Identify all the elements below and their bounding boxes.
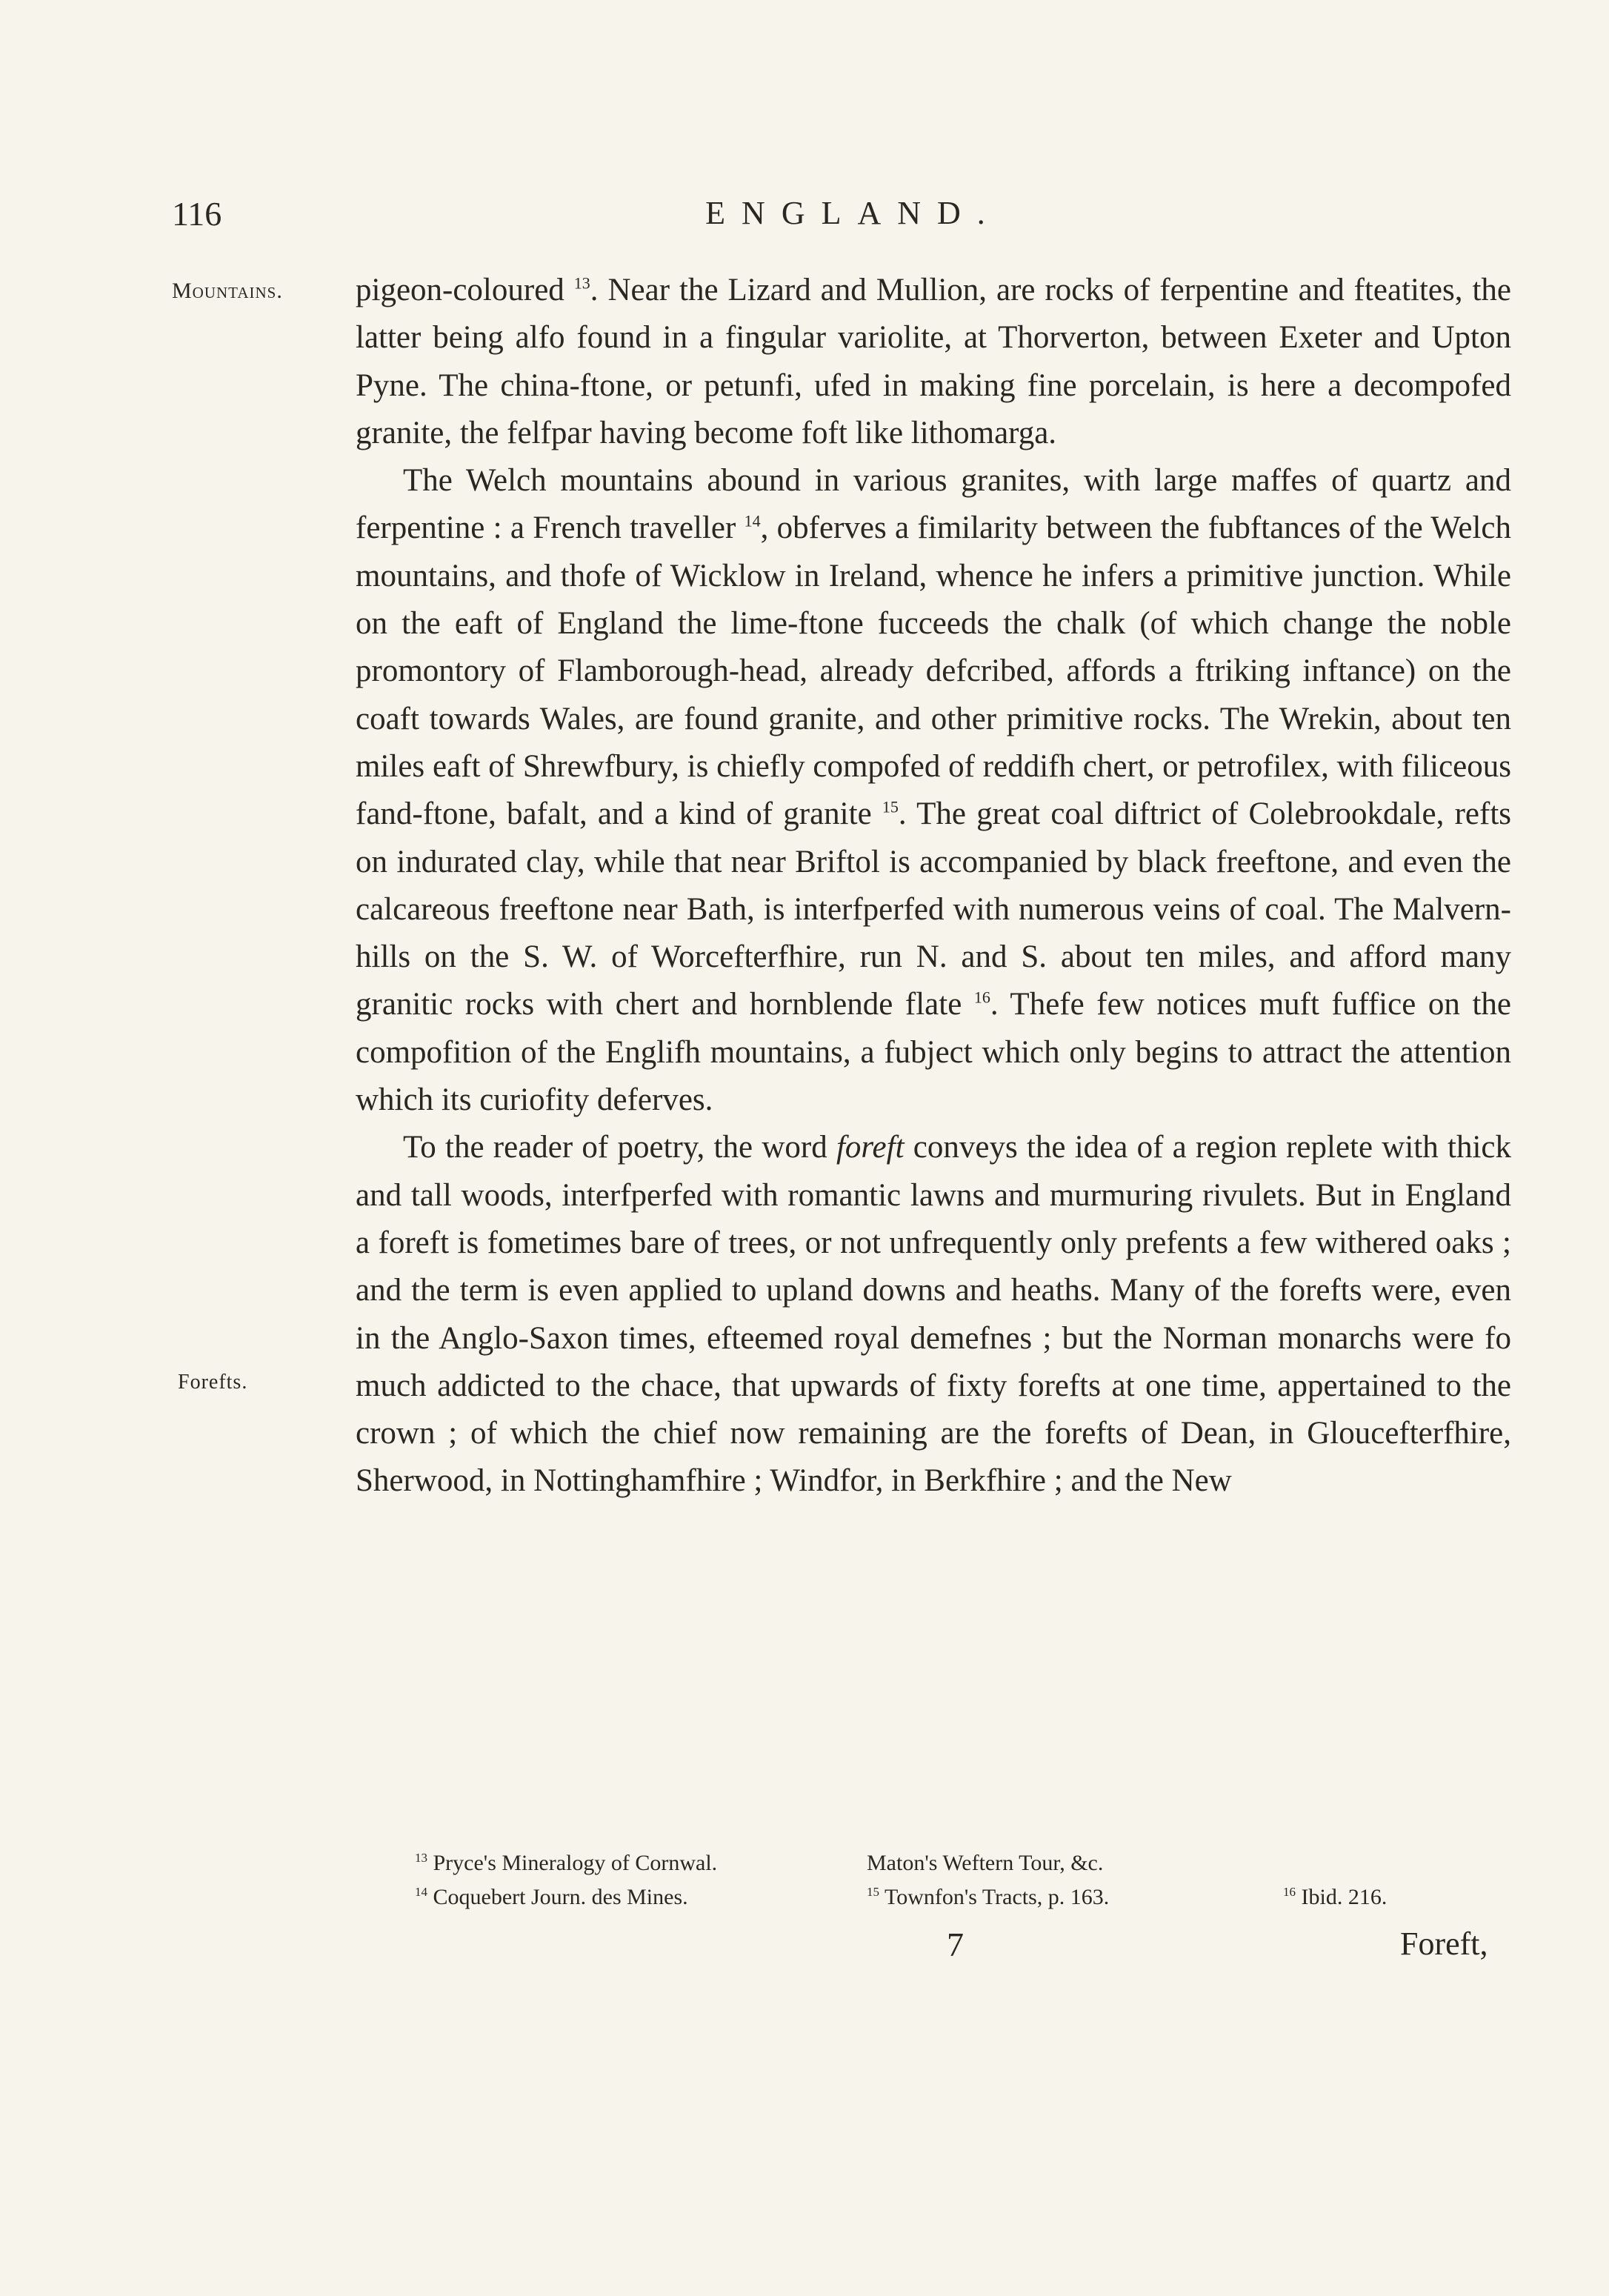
signature-mark: 7 xyxy=(947,1926,964,1963)
footnote-16: $^{16}$ Ibid. 216. xyxy=(1283,1885,1388,1909)
footnote-row-1 xyxy=(415,1846,1496,1880)
page-number: 116 xyxy=(172,195,222,233)
paragraph-welch-mountains: The Welch mountains abound in various granites, with large maffes of quartz and ferpentine : a French traveller $^{14}$, obferves a fimilarity between the fubftances of the Welch mountains, and thofe of Wicklow in Ireland, whence he infers a primitive junction. While on the eaft of England the lime-ftone fucceeds the chalk (of which change the noble promontory of Flamborough-head, already defcribed, affords a ftriking inftance) on the coaft towards Wales, are found granite, and other primitive rocks. The Wrekin, about ten miles eaft of Shrewfbury, is chiefly compofed of reddifh chert, or petrofilex, with filiceous fand-ftone, bafalt, and a kind of granite $^{15}$. The great coal diftrict of Colebrookdale, refts on indurated clay, while that near Briftol is accompanied by black freeftone, and even the calcareous freeftone near Bath, is interfperfed with numerous veins of coal. The Malvern-hills on the S. W. of Worcefterfhire, run N. and S. about ten miles, and afford many granitic rocks with chert and hornblende flate $^{16}$. Thefe few notices muft fuffice on the compofition of the Englifh mountains, a fubject which only begins to attract the attention which its curiofity deferves. xyxy=(356,463,1512,1118)
paragraph-continuation: pigeon-coloured $^{13}$. Near the Lizard and Mullion, are rocks of ferpentine and fteatites, the latter being alfo found in a fingular variolite, at Thorverton, between Exeter and Upton Pyne. The china-ftone, or petunfi, ufed in making fine porcelain, is here a decompofed granite, the felfpar having become foft like lithomarga. xyxy=(356,273,1512,450)
catchword: Foreft, xyxy=(1400,1926,1488,1962)
footnote-row-2 xyxy=(415,1880,1496,1914)
footnote-14: $^{14}$ Coquebert Journ. des Mines. xyxy=(415,1885,688,1909)
paragraph-forests: To the reader of poetry, the word foreft conveys the idea of a region replete with thick and tall woods, interfperfed with romantic lawns and murmuring rivulets. But in England a foreft is fometimes bare of trees, or not unfrequently only prefents a few withered oaks ; and the term is even applied to upland downs and heaths. Many of the forefts were, even in the Anglo-Saxon times, efteemed royal demefnes ; but the Norman monarchs were fo much addicted to the chace, that upwards of fixty forefts at one time, appertained to the crown ; of which the chief now remaining are the forefts of Dean, in Gloucefterfhire, Sherwood, in Nottinghamfhire ; Windfor, in Berkfhire ; and the New xyxy=(356,1130,1511,1499)
footnote-15: $^{15}$ Townfon's Tracts, p. 163. xyxy=(867,1885,1110,1909)
footnotes xyxy=(415,1846,1496,1914)
body-text xyxy=(356,267,1511,1505)
margin-note-forests: Forefts. xyxy=(178,1371,248,1394)
margin-note-mountains: Mountains. xyxy=(172,279,283,303)
page-header xyxy=(172,194,1490,246)
footnote-13: $^{13}$ Pryce's Mineralogy of Cornwal. xyxy=(415,1851,718,1875)
footnote-maton: Maton's Weftern Tour, &c. xyxy=(867,1851,1104,1875)
running-title: ENGLAND. xyxy=(705,195,1002,231)
